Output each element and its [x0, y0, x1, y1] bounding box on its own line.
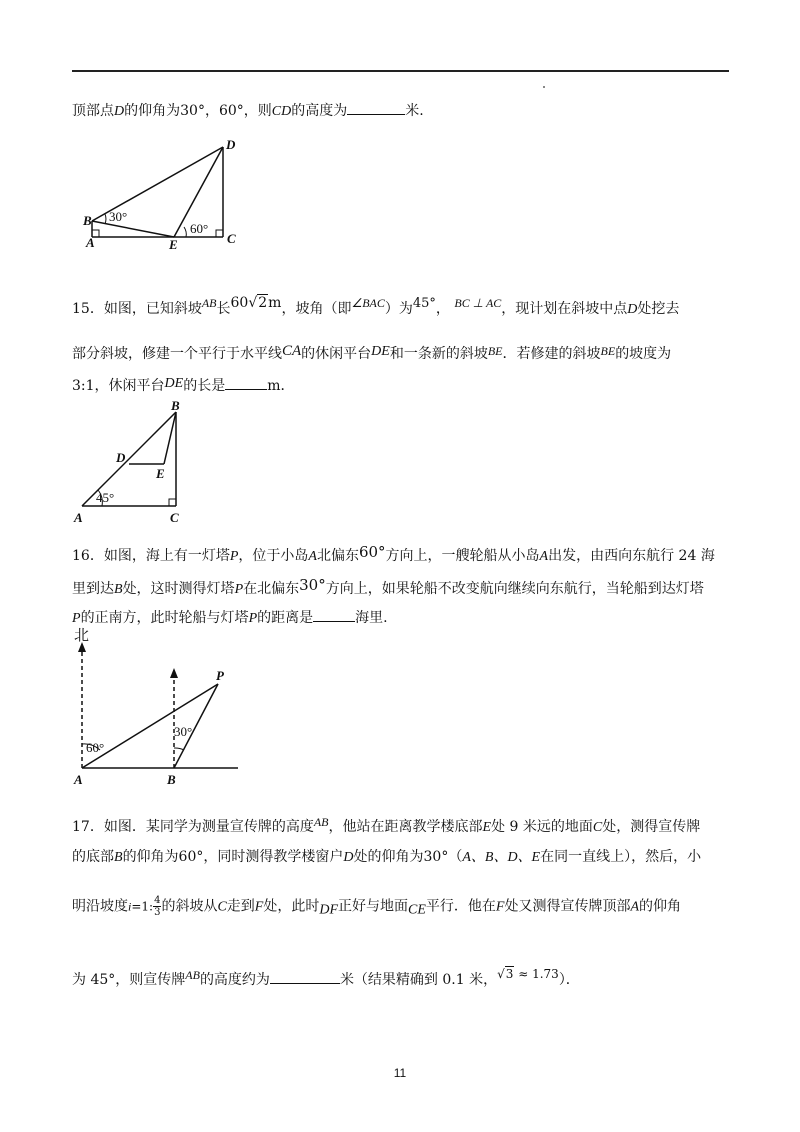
- angle-60: 60°: [190, 221, 209, 236]
- label-P: P: [216, 668, 224, 683]
- north-arrow-icon: [170, 668, 178, 678]
- label-B: B: [167, 772, 176, 787]
- q15-line-1: 15．如图，已知斜坡AB长60√2m，坡角（即∠BAC）为45°， BC ⊥ AC，现计划在斜坡中点D处挖去: [72, 295, 680, 317]
- angle-30: 30°: [174, 724, 193, 739]
- answer-blank: [225, 375, 267, 390]
- label-C: C: [227, 231, 236, 246]
- label-E: E: [169, 237, 178, 252]
- angle-45: 45°: [96, 490, 115, 505]
- label-A: A: [86, 235, 95, 250]
- q17-line-1: 17．如图．某同学为测量宣传牌的高度AB，他站在距离教学楼底部E处 9 米远的地面C处，测得宣传牌: [72, 815, 701, 835]
- label-B: B: [83, 213, 92, 228]
- label-A: A: [74, 772, 83, 787]
- stray-dot: [543, 86, 545, 88]
- q15-line-2: 部分斜坡，修建一个平行于水平线CA的休闲平台DE和一条新的斜坡BE．若修建的斜坡BE的坡度为: [72, 343, 672, 362]
- label-D: D: [116, 450, 126, 465]
- answer-blank: [270, 969, 340, 984]
- answer-blank: [313, 607, 355, 622]
- q14-line: 顶部点D的仰角为30°，60°，则CD的高度为 米.: [72, 100, 729, 122]
- page-number: 11: [393, 1066, 407, 1080]
- fraction: $\frac{4}{3}$: [154, 895, 161, 918]
- q17-line-4: 为 45°，则宣传牌AB的高度约为 米（结果精确到 0.1 米，√3 ≈ 1.73）．: [72, 967, 580, 988]
- q16-line-3: P的正南方，此时轮船与灯塔P的距离是 海里.: [72, 607, 729, 629]
- q16-figure: [70, 628, 250, 788]
- north-label: 北: [74, 628, 90, 644]
- q15-figure: [72, 398, 192, 528]
- label-D: D: [226, 137, 236, 152]
- q17-line-3: 明沿坡度i=1: $\frac{4}{3}$ 的斜坡从C走到F处，此时DF正好与地面CE平行．他在F处又测得宣传牌顶部A的仰角: [72, 895, 682, 918]
- q16-line-1: 16．如图，海上有一灯塔P，位于小岛A北偏东60°方向上，一艘轮船从小岛A出发，由西向东航行 24 海: [72, 543, 715, 564]
- angle-60: 60°: [86, 740, 105, 755]
- angle-30: 30°: [109, 209, 128, 224]
- q16-line-2: 里到达B处，这时测得灯塔P在北偏东30°方向上，如果轮船不改变航向继续向东航行，当轮船到达灯塔: [72, 576, 704, 597]
- header-rule: [72, 70, 729, 72]
- label-E: E: [156, 466, 165, 481]
- q15-line-3: 3:1，休闲平台DE的长是 m．: [72, 376, 295, 394]
- label-A: A: [74, 510, 83, 525]
- q14-figure: [80, 135, 250, 255]
- answer-blank: [347, 100, 405, 115]
- label-C: C: [170, 510, 179, 525]
- label-B: B: [171, 398, 180, 413]
- q17-line-2: 的底部B的仰角为60°，同时测得教学楼窗户D处的仰角为30°（A、B、D、E在同一直线上），然后，小: [72, 849, 702, 865]
